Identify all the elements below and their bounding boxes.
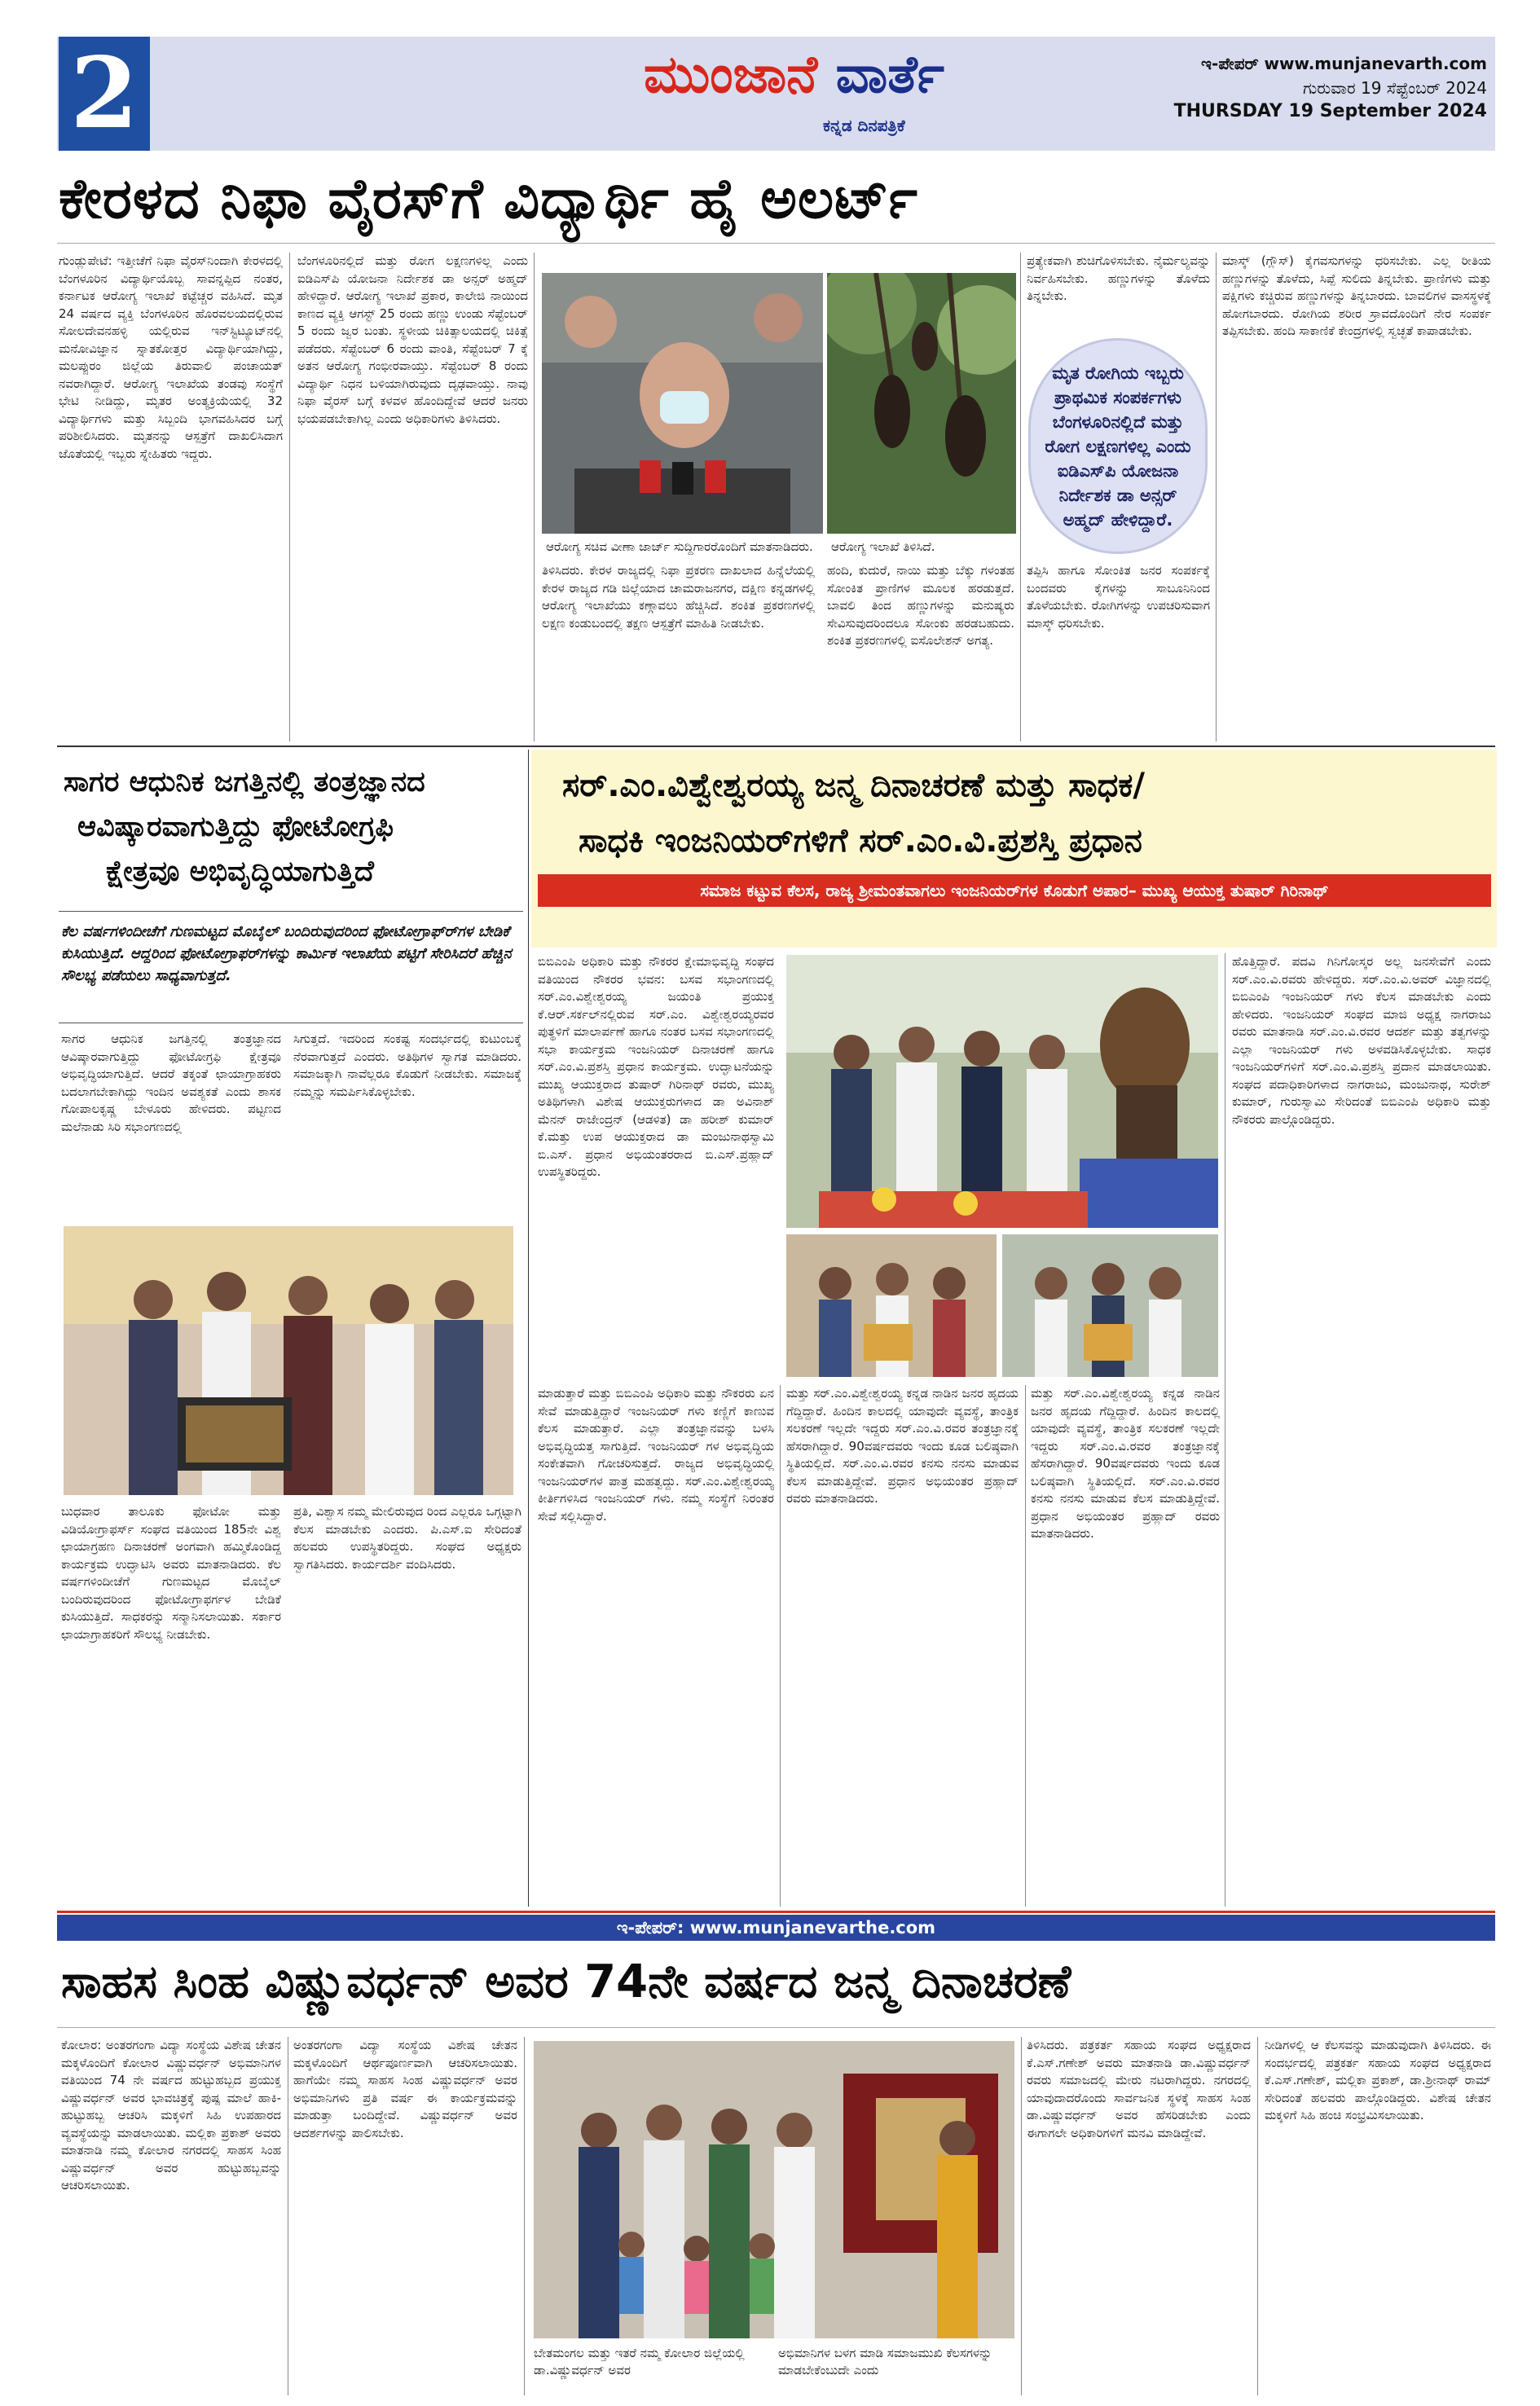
article4-col3: ತಿಳಿಸಿದರು. ಪತ್ರಕರ್ತ ಸಹಾಯ ಸಂಘದ ಅಧ್ಯಕ್ಷರಾದ ಕೆ.ಎಸ್.ಗಣೇಶ್ ಅವರು ಮಾತನಾಡಿ ಡಾ.ವಿಷ್ಣುವರ್ಧನ್ ರವರು ಸಮಾಜದಲ್ಲಿ ಮೇರು ನಟರಾಗಿದ್ದರು. ನಗರದಲ್ಲಿ ಯಾವುದಾದರೊಂದು ಸಾರ್ವಜನಿಕ ಸ್ಥಳಕ್ಕೆ ಸಾಹಸ ಸಿಂಹ ಡಾ.ವಿಷ್ಣುವರ್ಧನ್ ಅವರ ಹೆಸರಿಡಬೇಕು ಎಂದು ಈಗಾಗಲೇ ಅಧಿಕಾರಿಗಳಿಗೆ ಮನವಿ ಮಾಡಿದ್ದೇವೆ.	[1027, 2038, 1251, 2140]
article4-caption2: ಅಭಿಮಾನಿಗಳ ಬಳಗ ಮಾಡಿ ಸಮಾಜಮುಖಿ ಕೆಲಸಗಳನ್ನು ಮಾಡಬೇಕೆಂಬುದೇ ಎಂದು	[778, 2346, 992, 2377]
logo-part1: ಮುಂಜಾನೆ	[644, 45, 818, 105]
article4-headline[interactable]: ಸಾಹಸ ಸಿಂಹ ವಿಷ್ಣುವರ್ಧನ್ ಅವರ 74ನೇ ವರ್ಷದ ಜನ್ಮ ದಿನಾಚರಣೆ	[61, 1955, 1071, 2008]
epaper-link[interactable]: ಇ-ಪೇಪರ್ www.munjanevarth.com	[1201, 54, 1487, 73]
article4-caption1: ಬೇತಮಂಗಲ ಮತ್ತು ಇತರೆ ನಮ್ಮ ಕೋಲಾರ ಜಿಲ್ಲೆಯಲ್ಲಿ ಡಾ.ವಿಷ್ಣುವರ್ಧನ್ ಅವರ	[534, 2346, 745, 2377]
article1-col4: ಹಂದಿ, ಕುದುರೆ, ನಾಯಿ ಮತ್ತು ಬೆಕ್ಕು ಗಳಂತಹ ಸೋಂಕಿತ ಪ್ರಾಣಿಗಳ ಮೂಲಕ ಹರಡುತ್ತದೆ. ಬಾವಲಿ ತಿಂದ ಹಣ್ಣುಗಳನ್ನು ಮನುಷ್ಯರು ಸೇವಿಸುವುದರಿಂದಲೂ ಸೋಂಕು ಹರಡಬಹುದು. ಶಂಕಿತ ಪ್ರಕರಣಗಳಲ್ಲಿ ಐಸೊಲೇಶನ್ ಅಗತ್ಯ.	[827, 563, 1014, 648]
award-photo-2	[1002, 1234, 1218, 1377]
logo-part2: ವಾರ್ತೆ	[835, 45, 944, 105]
column-rule	[1021, 2037, 1022, 2395]
article1-pullquote: ಮೃತ ರೋಗಿಯ ಇಬ್ಬರು ಪ್ರಾಥಮಿಕ ಸಂಪರ್ಕಗಳು ಬೆಂಗಳೂರಿನಲ್ಲಿದೆ ಮತ್ತು ರೋಗ ಲಕ್ಷಣಗಳಿಲ್ಲ ಎಂದು ಐಡಿಎಸ್‌ಪಿ ಯೋಜನಾ ನಿರ್ದೇಶಕ ಡಾ ಅನ್ಸರ್ ಅಹ್ಮದ್ ಹೇಳಿದ್ದಾರೆ.	[1028, 338, 1208, 554]
article3-headline-line1[interactable]: ಸರ್.ಎಂ.ವಿಶ್ವೇಶ್ವರಯ್ಯ ಜನ್ಮ ದಿನಾಚರಣೆ ಮತ್ತು ಸಾಧಕ/	[562, 767, 1145, 804]
article1-col1: ಗುಂಡ್ಲುಪೇಟೆ: ಇತ್ತೀಚೆಗೆ ನಿಫಾ ವೈರಸ್‌ನಿಂದಾಗಿ ಕೇರಳದಲ್ಲಿ ಬೆಂಗಳೂರಿನ ವಿದ್ಯಾರ್ಥಿಯೊಬ್ಬ ಸಾವನ್ನಪ್ಪಿದ ನಂತರ, ಕರ್ನಾಟಕ ಆರೋಗ್ಯ ಇಲಾಖೆ ಕಟ್ಟೆಚ್ಚರ ವಹಿಸಿದೆ. ಮೃತ 24 ವರ್ಷದ ವ್ಯಕ್ತಿ ಬೆಂಗಳೂರಿನ ಹೊರವಲಯದಲ್ಲಿರುವ ಸೋಲದೇವನಹಳ್ಳಿ ಯಲ್ಲಿರುವ ಇನ್‌ಸ್ಟಿಟ್ಯೂಟ್‌ನಲ್ಲಿ ಮನೋವಿಜ್ಞಾನ ಸ್ನಾತಕೋತ್ತರ ವಿದ್ಯಾರ್ಥಿಯಾಗಿದ್ದು, ಮಲಪ್ಪುರಂ ಜಿಲ್ಲೆಯ ತಿರುವಾಲಿ ಪಂಚಾಯತ್ ನವರಾಗಿದ್ದಾರೆ. ಆರೋಗ್ಯ ಇಲಾಖೆಯ ತಂಡವು ಸಂಸ್ಥೆಗೆ ಭೇಟಿ ನೀಡಿದ್ದು, ಮೃತರ ಅಂತ್ಯಕ್ರಿಯೆಯಲ್ಲಿ 32 ವಿದ್ಯಾರ್ಥಿಗಳು ಮತ್ತು ಸಿಬ್ಬಂದಿ ಭಾಗವಹಿಸಿದರ ಬಗ್ಗೆ ಪರಿಶೀಲಿಸಿದರು. ಮೃತನನ್ನು ಆಸ್ಪತ್ರೆಗೆ ದಾಖಲಿಸಿದಾಗ ಜೊತೆಯಲ್ಲಿ ಇಬ್ಬರು ಸ್ನೇಹಿತರು ಇದ್ದರು.	[59, 253, 283, 461]
divider	[59, 911, 523, 912]
article2-col2: ಸಿಗುತ್ತದೆ. ಇದರಿಂದ ಸಂಕಷ್ಟ ಸಂದರ್ಭದಲ್ಲಿ ಕುಟುಂಬಕ್ಕೆ ನೆರವಾಗುತ್ತದೆ ಎಂದರು. ಅತಿಥಿಗಳ ಸ್ವಾಗತ ಮಾಡಿದರು. ಸಮಾಜಕ್ಕಾಗಿ ನಾವೆಲ್ಲರೂ ಕೊಡುಗೆ ನೀಡಬೇಕು. ಸಮಾಜಕ್ಕೆ ನಮ್ಮನ್ನು ಸಮರ್ಪಿಸಿಕೊಳ್ಳಬೇಕು.	[293, 1031, 521, 1099]
article3-col4: ಹೊತ್ತಿದ್ದಾರೆ. ಪದವಿ ಗಿನಿಗೋಸ್ಕರ ಅಲ್ಲ ಜನಸೇವೆಗೆ ಎಂದು ಸರ್.ಎಂ.ವಿ.ರವರು ಹೇಳಿದ್ದರು. ಸರ್.ಎಂ.ವಿ.ಅವರ್ ವಿಜ್ಞಾನದಲ್ಲಿ ಬಿಬಿಎಂಪಿ ಇಂಜನಿಯರ್ ಗಳು ಕೆಲಸ ಮಾಡಬೇಕು ಎಂದು ಹೇಳಿದರು. ಇಂಜನಿಯರ್ ಸಂಘದ ಮಾಜಿ ಅಧ್ಯಕ್ಷ ನಾಗರಾಜು ರವರು ಮಾತನಾಡಿ ಸರ್.ಎಂ.ವಿ.ರವರ ಆದರ್ಶ ಮತ್ತು ತತ್ವಗಳನ್ನು ಎಲ್ಲಾ ಇಂಜನಿಯರ್ ಗಳು ಅಳವಡಿಸಿಕೊಳ್ಳಬೇಕು. ಸಾಧಕ ಇಂಜನಿಯರ್‌ಗಳಿಗೆ ಸರ್.ಎಂ.ವಿ.ಪ್ರಶಸ್ತಿ ಪ್ರದಾನ ಮಾಡಲಾಯಿತು. ಸಂಘದ ಪದಾಧಿಕಾರಿಗಳಾದ ನಾಗರಾಜು, ಮಂಜುನಾಥ, ಸುರೇಶ್ ಕುಮಾರ್, ಗುರುಸ್ವಾಮಿ ಸೇರಿದಂತೆ ಬಿಬಿಎಂಪಿ ಅಧಿಕಾರಿ ಮತ್ತು ನೌಕರರು ಪಾಲ್ಗೊಂಡಿದ್ದರು.	[1232, 954, 1491, 1127]
article2-col3: ಬುಧವಾರ ತಾಲೂಕು ಫೋಟೋ ಮತ್ತು ವಿಡಿಯೋಗ್ರಾಫರ್ಸ್ ಸಂಘದ ವತಿಯಿಂದ 185ನೇ ವಿಶ್ವ ಛಾಯಾಗ್ರಹಣ ದಿನಾಚರಣೆ ಅಂಗವಾಗಿ ಹಮ್ಮಿಕೊಂಡಿದ್ದ ಕಾರ್ಯಕ್ರಮ ಉದ್ಘಾಟಿಸಿ ಅವರು ಮಾತನಾಡಿದರು. ಕೆಲ ವರ್ಷಗಳಿಂದೀಚೆಗೆ ಗುಣಮಟ್ಟದ ಮೊಬೈಲ್ ಬಂದಿರುವುದರಿಂದ ಫೋಟೋಗ್ರಾಫರ್ಗಳ ಬೇಡಿಕೆ ಕುಸಿಯುತ್ತಿದೆ. ಸಾಧಕರನ್ನು ಸನ್ಮಾನಿಸಲಾಯಿತು. ಸರ್ಕಾರ ಛಾಯಾಗ್ರಾಹಕರಿಗೆ ಸೌಲಭ್ಯ ನೀಡಬೇಕು.	[61, 1504, 281, 1642]
column-rule	[1020, 253, 1021, 741]
article3-col3b: ಮತ್ತು ಸರ್.ಎಂ.ವಿಶ್ವೇಶ್ವರಯ್ಯ ಕನ್ನಡ ನಾಡಿನ ಜನರ ಹೃದಯ ಗೆದ್ದಿದ್ದಾರೆ. ಹಿಂದಿನ ಕಾಲದಲ್ಲಿ ಯಾವುದೇ ವ್ಯವಸ್ಥೆ, ತಾಂತ್ರಿಕ ಸಲಕರಣೆ ಇಲ್ಲದೇ ಇದ್ದರು ಸರ್.ಎಂ.ವಿ.ರವರ ತಂತ್ರಜ್ಞಾನಕ್ಕೆ ಹೆಸರಾಗಿದ್ದಾರೆ. 90ವರ್ಷದವರು ಇಂದು ಕೂಡ ಬಲಿಷ್ಠವಾಗಿ ಸ್ಥಿತಿಯಲ್ಲಿದೆ. ಸರ್.ಎಂ.ವಿ.ರವರ ಕನಸು ನನಸು ಮಾಡುವ ಕೆಲಸ ಮಾಡುತ್ತಿದ್ದೇವೆ. ಪ್ರಧಾನ ಅಭಿಯಂತರ ಪ್ರಹ್ಲಾದ್ ರವರು ಮಾತನಾಡಿದರು.	[1031, 1386, 1220, 1541]
article3-col2: ಮಾಡುತ್ತಾರೆ ಮತ್ತು ಬಿಬಿಎಂಪಿ ಅಧಿಕಾರಿ ಮತ್ತು ನೌಕರರು ಏನ ಸೇವೆ ಮಾಡುತ್ತಿದ್ದಾರೆ ಇಂಜನಿಯರ್ ಗಳು ಕಣ್ಣಿಗೆ ಕಾಣುವ ಕೆಲಸ ಮಾಡುತ್ತಾರೆ. ಎಲ್ಲಾ ತಂತ್ರಜ್ಞಾನವನ್ನು ಬಳಸಿ ಅಭಿವೃದ್ಧಿಯತ್ತ ಸಾಗುತ್ತಿದೆ. ಇಂಜನಿಯರ್ ಗಳ ಅಭಿವೃದ್ಧಿಯ ಸಂಕೇತವಾಗಿ ಗೋಚರಿಸುತ್ತದೆ. ರಾಜ್ಯದ ಅಭಿವೃದ್ಧಿಯಲ್ಲಿ ಇಂಜನಿಯರ್‌ಗಳ ಪಾತ್ರ ಮಹತ್ವದ್ದು. ಸರ್.ಎಂ.ವಿಶ್ವೇಶ್ವರಯ್ಯ ಕೀರ್ತಿಗಳಿಸಿದ ಇಂಜನಿಯರ್ ಗಳು. ನಮ್ಮ ಸಂಸ್ಥೆಗೆ ನಿರಂತರ ಸೇವೆ ಸಲ್ಲಿಸಿದ್ದಾರೆ.	[538, 1386, 774, 1524]
article1-col2: ಬೆಂಗಳೂರಿನಲ್ಲಿದೆ ಮತ್ತು ರೋಗ ಲಕ್ಷಣಗಳಿಲ್ಲ ಎಂದು ಐಡಿಎಸ್‌ಪಿ ಯೋಜನಾ ನಿರ್ದೇಶಕ ಡಾ ಅನ್ಸರ್ ಅಹ್ಮದ್ ಹೇಳಿದ್ದಾರೆ. ಆರೋಗ್ಯ ಇಲಾಖೆ ಪ್ರಕಾರ, ಕಾಲೇಜಿ ನಾಯಿಂದ ಕಾಣದ ವ್ಯಕ್ತಿ ಆಗಸ್ಟ್ 25 ರಂದು ಹಣ್ಣು ಉಂಡು ಸೆಪ್ಟೆಂಬರ್ 5 ರಂದು ಜ್ವರ ಬಂತು. ಸ್ಥಳೀಯ ಚಿಕಿತ್ಸಾಲಯದಲ್ಲಿ ಚಿಕಿತ್ಸೆ ಪಡೆದರು. ಸೆಪ್ಟೆಂಬರ್ 6 ರಂದು ವಾಂತಿ, ಸೆಪ್ಟೆಂಬರ್ 7 ಕ್ಕೆ ಅತನ ಆರೋಗ್ಯ ಗಂಭೀರವಾಯ್ತು. ಸೆಪ್ಟೆಂಬರ್ 8 ರಂದು ವಿದ್ಯಾರ್ಥಿ ನಿಧನ ಬಳಿಯಾಗಿರುವುದು ದೃಢವಾಯ್ತು. ನಾವು ನಿಫಾ ವೈರಸ್ ಬಗ್ಗೆ ಕಳವಳ ಹೊಂದಿದ್ದೇವೆ ಆದರೆ ಜನರು ಭಯಪಡಬೇಕಾಗಿಲ್ಲ ಎಂದು ಅಧಿಕಾರಿಗಳು ತಿಳಿಸಿದರು.	[297, 253, 528, 426]
column-rule	[524, 2037, 525, 2395]
article3-headline-line2[interactable]: ಸಾಧಕಿ ಇಂಜನಿಯರ್‌ಗಳಿಗೆ ಸರ್.ಎಂ.ವಿ.ಪ್ರಶಸ್ತಿ ಪ್ರಧಾನ	[579, 822, 1142, 860]
article3-strap: ಸಮಾಜ ಕಟ್ಟುವ ಕೆಲಸ, ರಾಜ್ಯ ಶ್ರೀಮಂತವಾಗಲು ಇಂಜನಿಯರ್‌ಗಳ ಕೊಡುಗೆ ಅಪಾರ– ಮುಖ್ಯ ಆಯುಕ್ತ ತುಷಾರ್ ಗಿರಿನಾಥ್	[538, 874, 1491, 907]
bats-photo	[827, 273, 1016, 534]
article4-col1: ಕೋಲಾರ: ಅಂತರಗಂಗಾ ವಿದ್ಯಾ ಸಂಸ್ಥೆಯ ವಿಶೇಷ ಚೇತನ ಮಕ್ಕಳೊಂದಿಗೆ ಕೋಲಾರ ವಿಷ್ಣುವರ್ಧನ್ ಅಭಿಮಾನಿಗಳ ವತಿಯಿಂದ 74 ನೇ ವರ್ಷದ ಹುಟ್ಟುಹಬ್ಬದ ಪ್ರಯುಕ್ತ ವಿಷ್ಣುವರ್ಧನ್ ಅವರ ಭಾವಚಿತ್ರಕ್ಕೆ ಪುಷ್ಪ ಮಾಲೆ ಹಾಕಿ- ಹುಟ್ಟುಹಬ್ಬ ಆಚರಿಸಿ ಮಕ್ಕಳಿಗೆ ಸಿಹಿ ಉಪಹಾರದ ವ್ಯವಸ್ಥೆಯನ್ನು ಮಾಡಲಾಯಿತು. ಮಲ್ಲಿಕಾ ಪ್ರಕಾಶ್ ಅವರು ಮಾತನಾಡಿ ನಮ್ಮ ಕೋಲಾರ ನಗರದಲ್ಲಿ ಸಾಹಸ ಸಿಂಹ ವಿಷ್ಣುವರ್ಧನ್ ಅವರ ಹುಟ್ಟುಹಬ್ಬವನ್ನು ಆಚರಿಸಲಾಯಿತು.	[61, 2038, 281, 2193]
article2-headline-line1[interactable]: ಸಾಗರ ಆಧುನಿಕ ಜಗತ್ತಿನಲ್ಲಿ ತಂತ್ರಜ್ಞಾನದ	[64, 766, 425, 798]
article1-caption1: ಆರೋಗ್ಯ ಸಚಿವ ವೀಣಾ ಜಾರ್ಜ್ ಸುದ್ದಿಗಾರರೊಂದಿಗೆ ಮಾತನಾಡಿದರು.	[546, 539, 813, 554]
article4-col4: ನೀಡಿಗಳಲ್ಲಿ ಆ ಕೆಲಸವನ್ನು ಮಾಡುವುದಾಗಿ ತಿಳಿಸಿದರು. ಈ ಸಂದರ್ಭದಲ್ಲಿ ಪತ್ರಕರ್ತ ಸಹಾಯ ಸಂಘದ ಅಧ್ಯಕ್ಷರಾದ ಕೆ.ಎಸ್.ಗಣೇಶ್, ಮಲ್ಲಿಕಾ ಪ್ರಕಾಶ್, ಡಾ.ಶ್ರೀನಾಥ್ ರಾಮ್ ಸೇರಿದಂತೆ ಹಲವರು ಪಾಲ್ಗೊಂಡಿದ್ದರು. ವಿಶೇಷ ಚೇತನ ಮಕ್ಕಳಿಗೆ ಸಿಹಿ ಹಂಚಿ ಸಂಭ್ರಮಿಸಲಾಯಿತು.	[1265, 2038, 1491, 2122]
article1-col5: ಪ್ರತ್ಯೇಕವಾಗಿ ಶುಚಿಗೊಳಿಸಬೇಕು. ನೈರ್ಮಲ್ಯವನ್ನು ನಿರ್ವಹಿಸಬೇಕು. ಹಣ್ಣುಗಳನ್ನು ತೊಳೆದು ತಿನ್ನಬೇಕು.	[1027, 253, 1210, 303]
article2-headline-line3[interactable]: ಕ್ಷೇತ್ರವೂ ಅಭಿವೃದ್ಧಿಯಾಗುತ್ತಿದೆ	[106, 856, 374, 888]
newspaper-logo[interactable]	[644, 45, 944, 105]
award-ceremony-photo	[64, 1226, 513, 1495]
article2-col4: ಪ್ರತಿ, ವಿಶ್ವಾಸ ನಮ್ಮ ಮೇಲಿರುವುದ ರಿಂದ ಎಲ್ಲರೂ ಒಗ್ಗಟ್ಟಾಗಿ ಕೆಲಸ ಮಾಡಬೇಕು ಎಂದರು. ಪಿ.ಎಸ್.ಐ ಸೇರಿದಂತೆ ಹಲವರು ಉಪಸ್ಥಿತರಿದ್ದರು. ಸಂಘದ ಅಧ್ಯಕ್ಷರು ಸ್ವಾಗತಿಸಿದರು. ಕಾರ್ಯದರ್ಶಿ ವಂದಿಸಿದರು.	[293, 1504, 521, 1572]
statue-tribute-photo	[786, 955, 1218, 1228]
tagline: ಕನ್ನಡ ದಿನಪತ್ರಿಕೆ	[823, 116, 905, 135]
minister-photo	[542, 273, 823, 534]
red-stripe	[57, 1911, 1495, 1913]
article1-col5b: ತಪ್ಪಿಸಿ ಹಾಗೂ ಸೋಂಕಿತ ಜನರ ಸಂಪರ್ಕಕ್ಕೆ ಬಂದವರು ಕೈಗಳನ್ನು ಸಾಬೂನಿನಿಂದ ತೊಳೆಯಬೇಕು. ರೋಗಿಗಳನ್ನು ಉಪಚರಿಸುವಾಗ ಮಾಸ್ಕ್ ಧರಿಸಬೇಕು.	[1027, 563, 1210, 631]
article4-col2: ಅಂತರಗಂಗಾ ವಿದ್ಯಾ ಸಂಸ್ಥೆಯ ವಿಶೇಷ ಚೇತನ ಮಕ್ಕಳೊಂದಿಗೆ ಆರ್ಥಪೂರ್ಣವಾಗಿ ಆಚರಿಸಲಾಯಿತು. ಹಾಗೆಯೇ ನಮ್ಮ ಸಾಹಸ ಸಿಂಹ ವಿಷ್ಣುವರ್ಧನ್ ಅವರ ಅಭಿಮಾನಿಗಳು ಪ್ರತಿ ವರ್ಷ ಈ ಕಾರ್ಯಕ್ರಮವನ್ನು ಮಾಡುತ್ತಾ ಬಂದಿದ್ದೇವೆ. ವಿಷ್ಣುವರ್ಧನ್ ಅವರ ಆದರ್ಶಗಳನ್ನು ಪಾಲಿಸಬೇಕು.	[293, 2038, 517, 2140]
article1-col3: ತಿಳಿಸಿದರು. ಕೇರಳ ರಾಜ್ಯದಲ್ಲಿ ನಿಫಾ ಪ್ರಕರಣ ದಾಖಲಾದ ಹಿನ್ನೆಲೆಯಲ್ಲಿ ಕೇರಳ ರಾಜ್ಯದ ಗಡಿ ಜಿಲ್ಲೆಯಾದ ಚಾಮರಾಜನಗರ, ದಕ್ಷಿಣ ಕನ್ನಡಗಳಲ್ಲಿ ಆರೋಗ್ಯ ಇಲಾಖೆಯು ಕಣ್ಗಾವಲು ಹೆಚ್ಚಿಸಿದೆ. ಶಂಕಿತ ಪ್ರಕರಣಗಳಲ್ಲಿ ಲಕ್ಷಣ ಕಂಡುಬಂದಲ್ಲಿ ತಕ್ಷಣ ಆಸ್ಪತ್ರೆಗೆ ಮಾಹಿತಿ ನೀಡಬೇಕು.	[542, 563, 815, 631]
date-english: THURSDAY 19 September 2024	[1173, 101, 1487, 121]
article1-headline[interactable]: ಕೇರಳದ ನಿಫಾ ವೈರಸ್‌ಗೆ ವಿದ್ಯಾರ್ಥಿ ಹೈ ಅಲರ್ಟ್	[59, 167, 918, 231]
date-kannada: ಗುರುವಾರ 19 ಸೆಪ್ಟೆಂಬರ್ 2024	[1303, 78, 1487, 98]
article3-col3: ಮತ್ತು ಸರ್.ಎಂ.ವಿಶ್ವೇಶ್ವರಯ್ಯ ಕನ್ನಡ ನಾಡಿನ ಜನರ ಹೃದಯ ಗೆದ್ದಿದ್ದಾರೆ. ಹಿಂದಿನ ಕಾಲದಲ್ಲಿ ಯಾವುದೇ ವ್ಯವಸ್ಥೆ, ತಾಂತ್ರಿಕ ಸಲಕರಣೆ ಇಲ್ಲದೇ ಇದ್ದರು ಸರ್.ಎಂ.ವಿ.ರವರ ತಂತ್ರಜ್ಞಾನಕ್ಕೆ ಹೆಸರಾಗಿದ್ದಾರೆ. 90ವರ್ಷದವರು ಇಂದು ಕೂಡ ಬಲಿಷ್ಠವಾಗಿ ಸ್ಥಿತಿಯಲ್ಲಿದೆ. ಸರ್.ಎಂ.ವಿ.ರವರ ಕನಸು ನನಸು ಮಾಡುವ ಕೆಲಸ ಮಾಡುತ್ತಿದ್ದೇವೆ. ಪ್ರಧಾನ ಅಭಿಯಂತರ ಪ್ರಹ್ಲಾದ್ ರವರು ಮಾತನಾಡಿದರು.	[786, 1386, 1019, 1506]
column-rule	[1025, 1385, 1026, 1907]
column-rule	[780, 1385, 781, 1907]
article3-col1: ಬಿಬಿಎಂಪಿ ಅಧಿಕಾರಿ ಮತ್ತು ನೌಕರರ ಕ್ಷೇಮಾಭಿವೃದ್ಧಿ ಸಂಘದ ವತಿಯಿಂದ ನೌಕರರ ಭವನ: ಬಸವ ಸಭಾಂಗಣದಲ್ಲಿ ಸರ್.ಎಂ.ವಿಶ್ವೇಶ್ವರಯ್ಯ ಜಯಂತಿ ಪ್ರಯುಕ್ತ ಕೆ.ಆರ್.ಸರ್ಕಲ್‌ನಲ್ಲಿರುವ ಸರ್.ಎಂ. ವಿಶ್ವೇಶ್ವರಯ್ಯರವರ ಪುತ್ಥಳಿಗೆ ಮಾಲಾರ್ಪಣೆ ಹಾಗೂ ನಂತರ ಬಸವ ಸಭಾಂಗಣದಲ್ಲಿ ಸಭಾ ಕಾರ್ಯಕ್ರಮ ಇಂಜನಿಯರ್ ದಿನಾಚರಣೆ ಹಾಗೂ ಸರ್.ಎಂ.ವಿ.ಪ್ರಶಸ್ತಿ ಪ್ರಧಾನ ಕಾರ್ಯಕ್ರಮ. ಉದ್ಘಾಟನೆಯನ್ನು ಮುಖ್ಯ ಆಯುಕ್ತರಾದ ತುಷಾರ್ ಗಿರಿನಾಥ್ ರವರು, ಮುಖ್ಯ ಅತಿಥಿಗಳಾಗಿ ವಿಶೇಷ ಆಯುಕ್ತರುಗಳಾದ ಡಾ ಅವಿನಾಶ್ ಮೆನನ್ ರಾಜೇಂದ್ರನ್ (ಆಡಳಿತ) ಡಾ ಹರೀಶ್ ಕುಮಾರ್ ಕೆ.ಮತ್ತು ಉಪ ಆಯುಕ್ತರಾದ ಡಾ ಮಂಜುನಾಥಸ್ವಾಮಿ ಬಿ.ಎಸ್. ಪ್ರಧಾನ ಅಭಿಯಂತರರಾದ ಬಿ.ಎಸ್.ಪ್ರಹ್ಲಾದ್ ಉಪಸ್ಥಿತರಿದ್ದರು.	[538, 954, 774, 1179]
article2-headline-line2[interactable]: ಆವಿಷ್ಕಾರವಾಗುತ್ತಿದ್ದು ಫೋಟೋಗ್ರಫಿ	[77, 811, 394, 843]
divider	[57, 243, 1495, 244]
column-rule	[528, 750, 529, 1907]
award-photo-1	[786, 1234, 997, 1377]
column-rule	[289, 253, 290, 741]
article2-subhead: ಕೆಲ ವರ್ಷಗಳಿಂದೀಚೆಗೆ ಗುಣಮಟ್ಟದ ಮೊಬೈಲ್ ಬಂದಿರುವುದರಿಂದ ಫೋಟೋಗ್ರಾಫ್‌ರ್‌ಗಳ ಬೇಡಿಕೆ ಕುಸಿಯುತ್ತಿದೆ. ಆದ್ದರಿಂದ ಫೋಟೋಗ್ರಾಫರ್‌ಗಳನ್ನು ಕಾರ್ಮಿಕ ಇಲಾಖೆಯ ಪಟ್ಟಿಗೆ ಸೇರಿಸಿದರೆ ಹೆಚ್ಚಿನ ಸೌಲಭ್ಯ ಪಡೆಯಲು ಸಾಧ್ಯವಾಗುತ್ತದೆ.	[61, 923, 512, 984]
column-rule	[1216, 253, 1217, 741]
article1-col6: ಮಾಸ್ಕ್ (ಗ್ಲೌಸ್) ಕೈಗವಸುಗಳನ್ನು ಧರಿಸಬೇಕು. ಎಲ್ಲ ರೀತಿಯ ಹಣ್ಣುಗಳನ್ನು ತೊಳೆದು, ಸಿಪ್ಪೆ ಸುಲಿದು ತಿನ್ನಬೇಕು. ಪ್ರಾಣಿಗಳು ಮತ್ತು ಪಕ್ಷಿಗಳು ಕಚ್ಚಿರುವ ಹಣ್ಣುಗಳನ್ನು ತಿನ್ನಬಾರದು. ಬಾವಲಿಗಳ ವಾಸಸ್ಥಳಕ್ಕೆ ಹೋಗಬಾರದು. ರೋಗಿಯ ಶರೀರ ಸ್ರಾವದೊಂದಿಗೆ ನೇರ ಸಂಪರ್ಕ ತಪ್ಪಿಸಬೇಕು. ಹಂದಿ ಸಾಕಾಣಿಕೆ ಕೇಂದ್ರಗಳಲ್ಲಿ ಸ್ವಚ್ಛತೆ ಕಾಪಾಡಬೇಕು.	[1222, 253, 1491, 338]
page-number: 2	[59, 37, 150, 151]
section-divider	[57, 746, 1495, 747]
column-rule	[534, 253, 535, 741]
birthday-celebration-photo	[534, 2041, 1014, 2338]
column-rule	[1257, 2037, 1258, 2395]
article1-caption2: ಆರೋಗ್ಯ ಇಲಾಖೆ ತಿಳಿಸಿದೆ.	[831, 539, 935, 554]
article2-col1: ಸಾಗರ ಆಧುನಿಕ ಜಗತ್ತಿನಲ್ಲಿ ತಂತ್ರಜ್ಞಾನದ ಆವಿಷ್ಕಾರವಾಗುತ್ತಿದ್ದು ಫೋಟೋಗ್ರಫಿ ಕ್ಷೇತ್ರವೂ ಅಭಿವೃದ್ಧಿಯಾಗುತ್ತಿದೆ. ಆದರೆ ತಕ್ಕಂತೆ ಛಾಯಾಗ್ರಾಹಕರು ಬದಲಾಗಬೇಕಾಗಿದ್ದು ಇಂದಿನ ಅವಶ್ಯಕತೆ ಎಂದು ಶಾಸಕ ಗೋಪಾಲಕೃಷ್ಣ ಬೇಳೂರು ಹೇಳಿದರು. ಪಟ್ಟಣದ ಮಲೆನಾಡು ಸಿರಿ ಸಭಾಂಗಣದಲ್ಲಿ	[61, 1031, 281, 1134]
divider	[57, 2027, 1495, 2028]
epaper-bar[interactable]: ಇ-ಪೇಪರ್: www.munjanevarthe.com	[57, 1915, 1495, 1941]
